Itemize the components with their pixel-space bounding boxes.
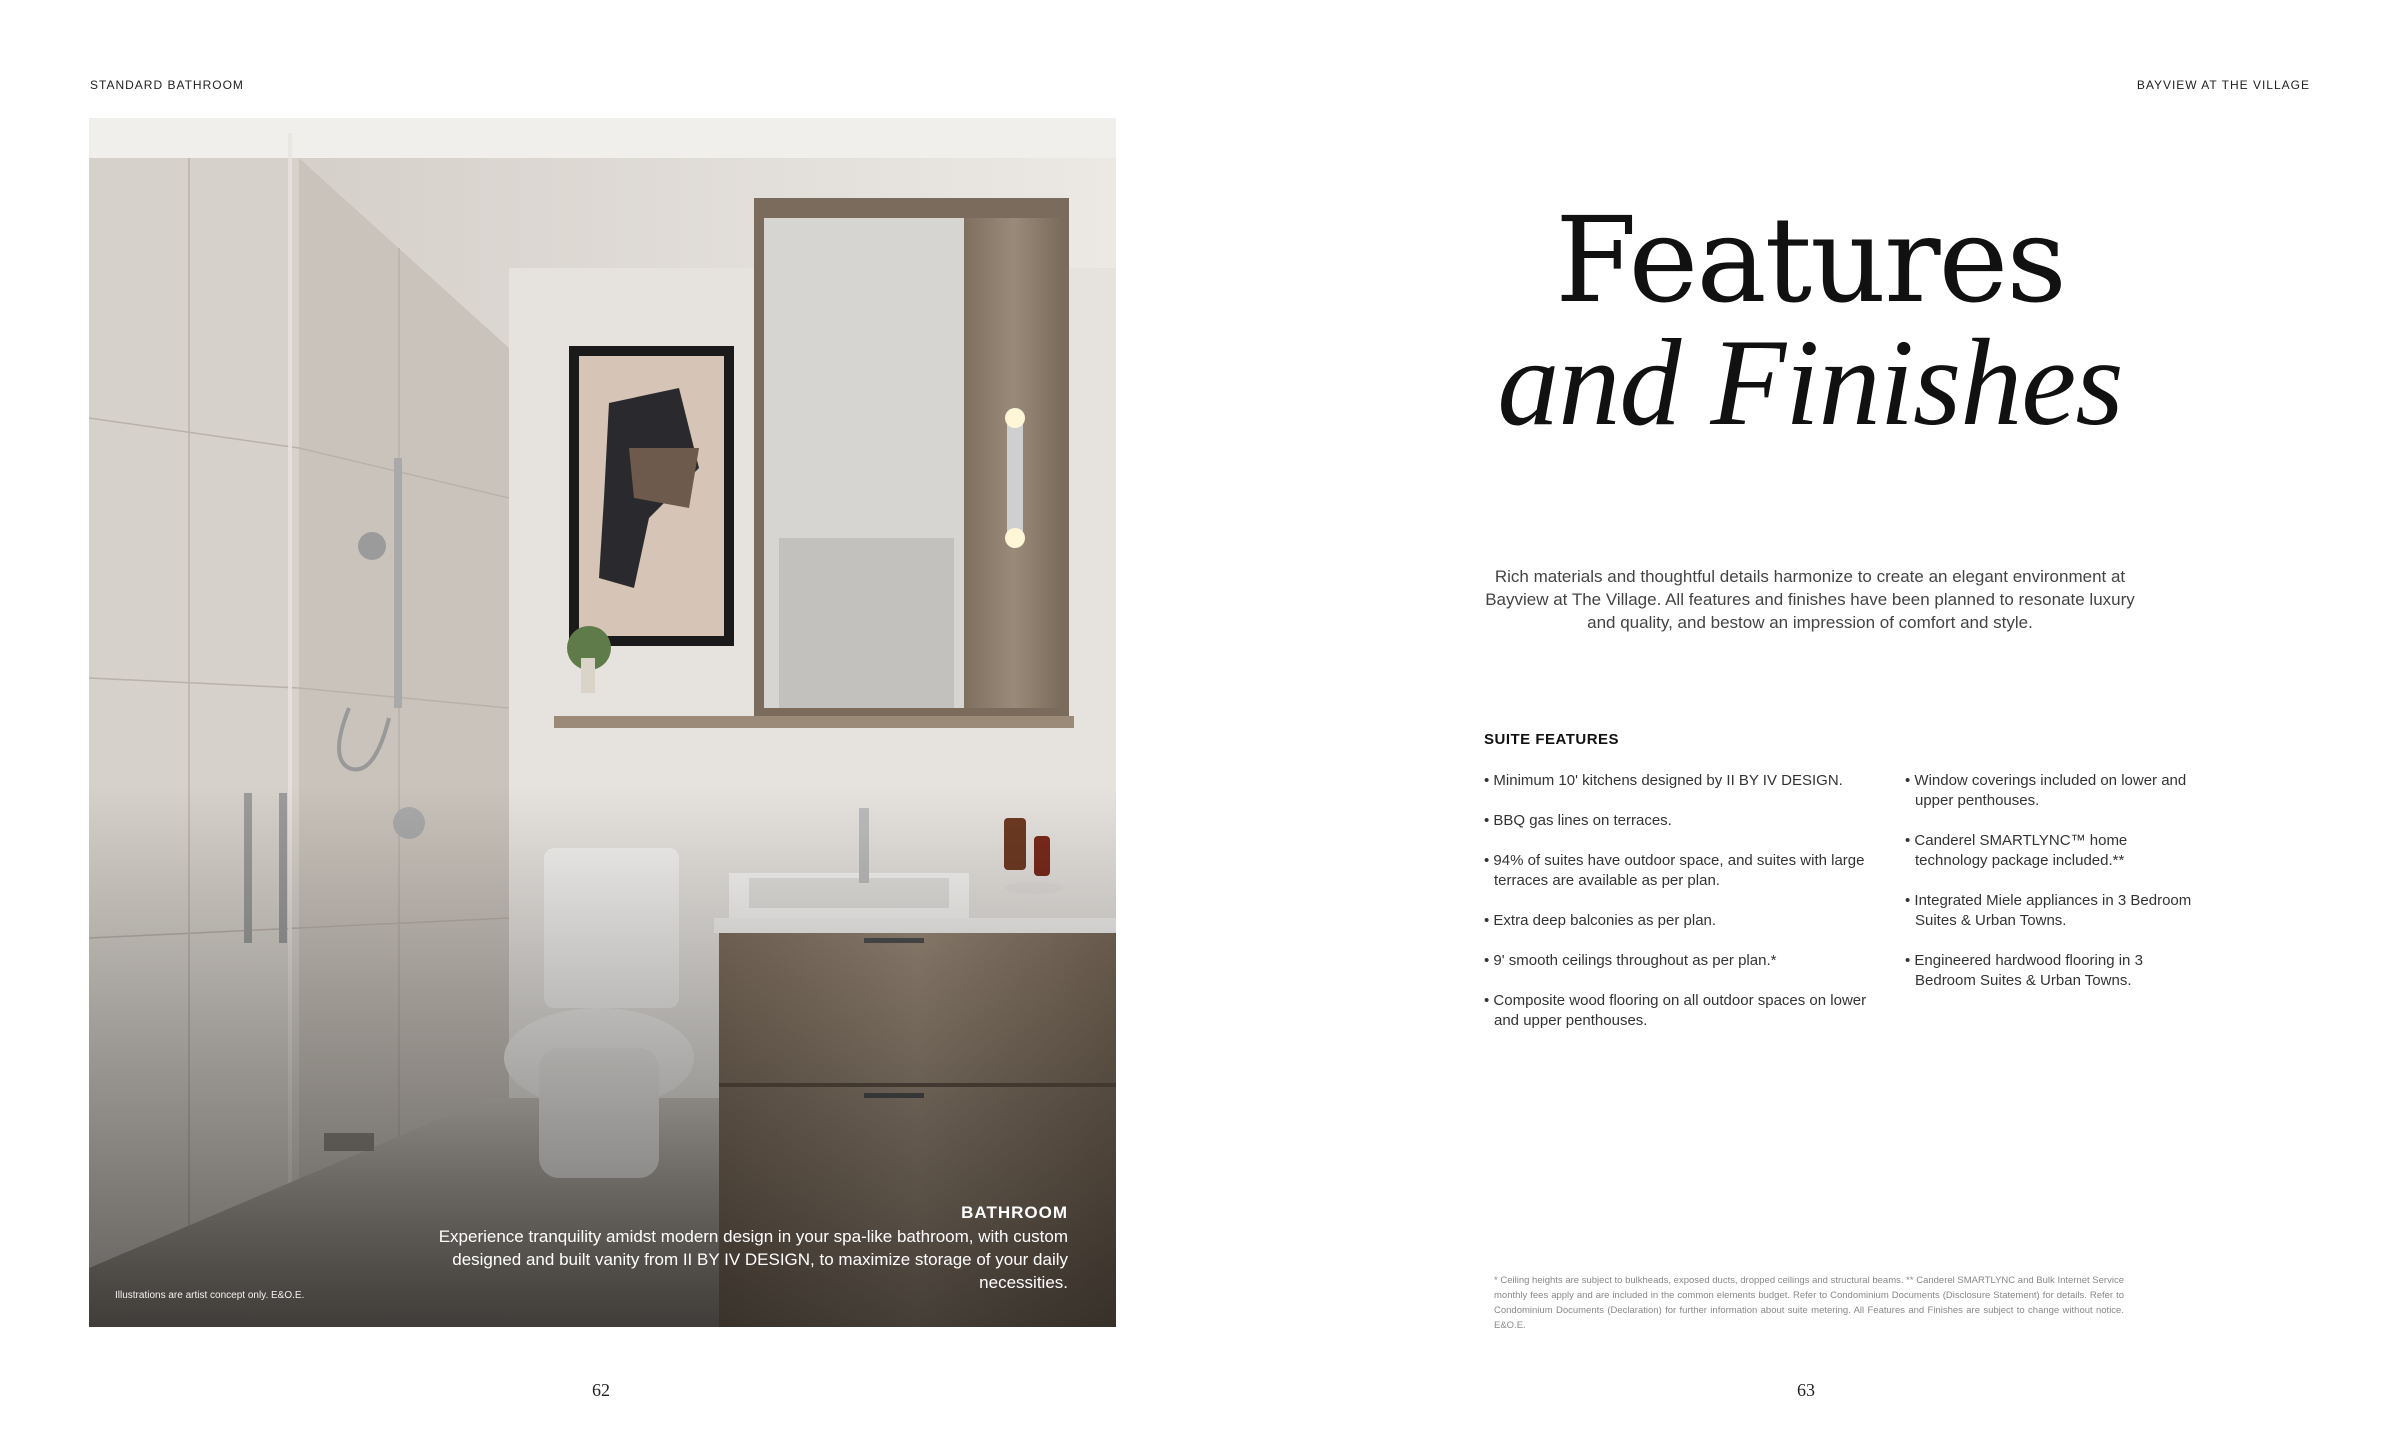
list-item: • Composite wood flooring on all outdoor spaces on lower and upper penthouses. (1484, 992, 1867, 1029)
list-item: • Window coverings included on lower and upper penthouses. (1905, 772, 2187, 809)
list-item: • Integrated Miele appliances in 3 Bedroom Suites & Urban Towns. (1905, 892, 2192, 929)
list-item: • Canderel SMARTLYNC™ home technology package included.** (1905, 832, 2128, 869)
running-header-left: STANDARD BATHROOM (90, 78, 244, 92)
list-item: • 9' smooth ceilings throughout as per plan.* (1484, 952, 1777, 969)
page-title-line-2: and Finishes (1497, 314, 2123, 451)
list-item: • Extra deep balconies as per plan. (1484, 912, 1717, 929)
photo-caption (428, 1203, 1068, 1294)
suite-features-heading: SUITE FEATURES (1484, 731, 1620, 748)
features-list-left (1484, 771, 1874, 1051)
caption-title: BATHROOM (961, 1203, 1068, 1222)
list-item: • Minimum 10' kitchens designed by II BY IV DESIGN. (1484, 772, 1843, 789)
page-number-right: 63 (1797, 1380, 1815, 1400)
page-number-left: 62 (592, 1380, 610, 1400)
running-header-right: BAYVIEW AT THE VILLAGE (2136, 78, 2310, 92)
footnote: * Ceiling heights are subject to bulkheads, exposed ducts, dropped ceilings and structural beams. ** Canderel SMARTLYNC and Bulk Internet Service monthly fees apply and are included in the common elements budget. Refer to Condominium Documents (Disclosure Statement) for details. Refer to Condominium Documents (Declaration) for further information about suite metering. All Features and Finishes are subject to change without notice. E&O.E. (1494, 1275, 2124, 1331)
bathroom-illustration (89, 118, 1116, 1327)
page-title-line-1: Features (1555, 191, 2065, 329)
intro-paragraph: Rich materials and thoughtful details harmonize to create an elegant environment at Bayview at The Village. All features and finishes have been planned to resonate luxury and quality, and bestow an impression of comfort and style. (1485, 567, 2135, 632)
list-item: • 94% of suites have outdoor space, and suites with large terraces are available as per plan. (1484, 852, 1865, 889)
caption-body: Experience tranquility amidst modern design in your spa-like bathroom, with custom designed and built vanity from II BY IV DESIGN, to maximize storage of your daily necessities. (438, 1227, 1068, 1292)
illustration-disclaimer: Illustrations are artist concept only. E&O.E. (115, 1290, 305, 1301)
bathroom-photo (89, 118, 1116, 1327)
list-item: • Engineered hardwood flooring in 3 Bedroom Suites & Urban Towns. (1905, 952, 2143, 989)
list-item: • BBQ gas lines on terraces. (1484, 812, 1672, 829)
features-list-right (1905, 771, 2195, 1011)
